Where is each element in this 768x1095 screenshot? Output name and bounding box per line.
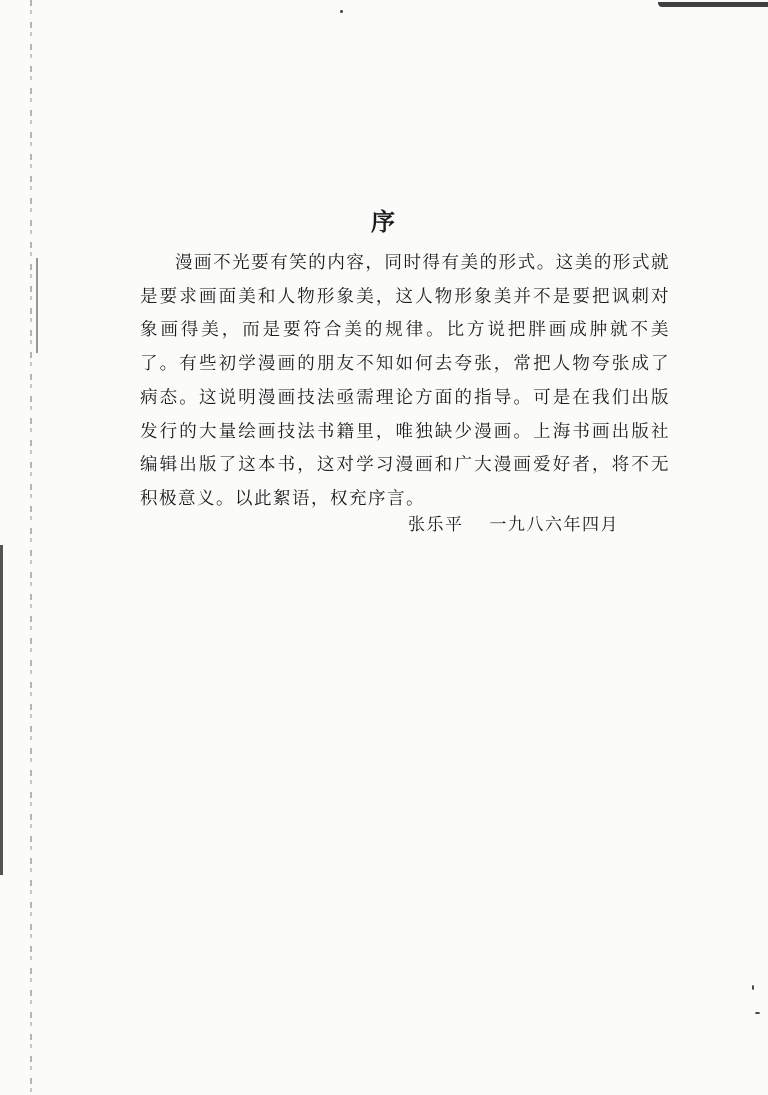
- scan-binding-edge: [30, 0, 32, 1095]
- scan-speck: [752, 985, 754, 990]
- signature-author: 张乐平: [408, 515, 464, 535]
- scan-top-mark: [658, 2, 768, 7]
- preface-signature: [408, 510, 619, 535]
- scan-edge-shadow: [0, 545, 3, 875]
- scan-edge-mark: [36, 258, 38, 353]
- signature-date: 一九八六年四月: [489, 515, 619, 535]
- preface-heading: 序: [371, 207, 397, 237]
- scan-speck: [755, 1012, 760, 1014]
- preface-paragraph: 漫画不光要有笑的内容，同时得有美的形式。这美的形式就是要求画面美和人物形象美，这人物形象美并不是要把讽刺对象画得美，而是要符合美的规律。比方说把胖画成肿就不美了。有些初学漫画的朋友不知如何去夸张，常把人物夸张成了病态。这说明漫画技法亟需理论方面的指导。可是在我们出版发行的大量绘画技法书籍里，唯独缺少漫画。上海书画出版社编辑出版了这本书，这对学习漫画和广大漫画爱好者，将不无积极意义。以此絮语，权充序言。: [140, 253, 670, 509]
- scan-speck: [340, 10, 343, 13]
